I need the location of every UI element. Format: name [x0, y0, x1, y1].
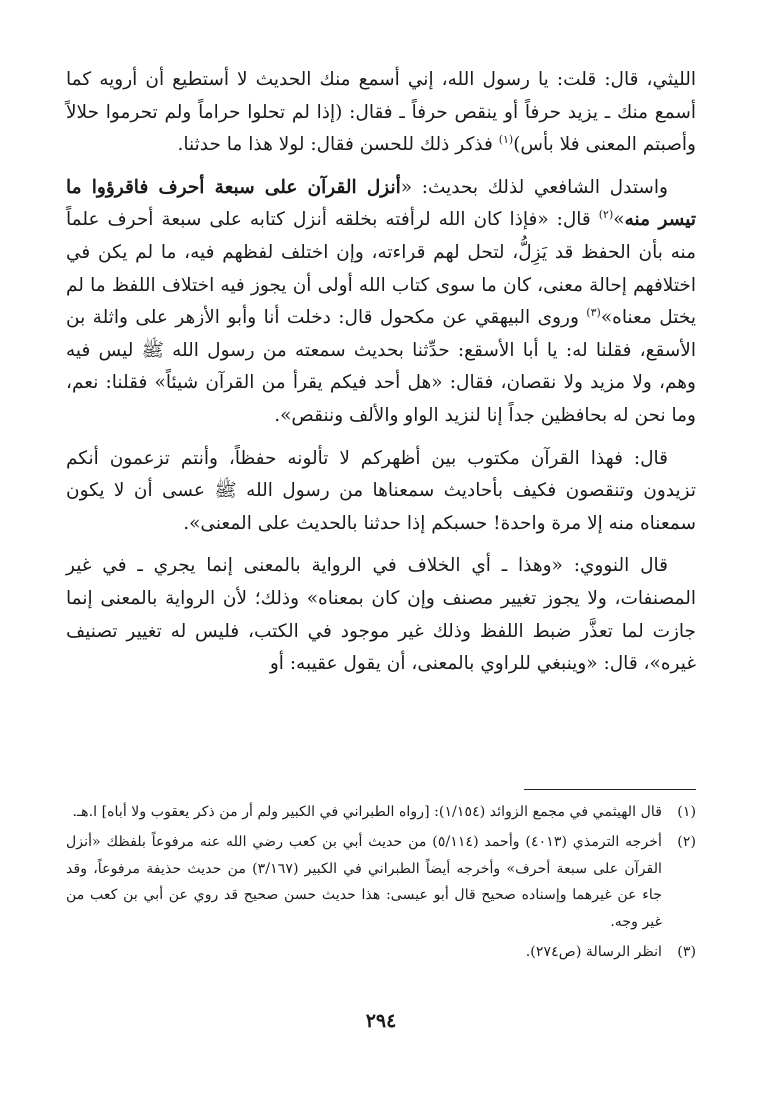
paragraph-2: [66, 172, 696, 433]
text-run: الليثي، قال: قلت: يا رسول الله، إني أسمع منك الحديث لا أستطيع أن أرويه كما أسمع منك ـ يزيد حرفاً أو ينقص حرفاً ـ فقال: (إذا لم تحلوا حراماً ولم تحرموا حلالاً وأصبتم المعنى فلا بأس): [66, 69, 696, 156]
paragraph-4: [66, 550, 696, 680]
footnote-number: (٢): [677, 834, 696, 851]
footnote-ref: (١): [498, 133, 514, 147]
text-run: قال: فهذا القرآن مكتوب بين أظهركم لا تألونه حفظاً، وأنتم تزعمون أنكم تزيدون وتنقصون فكيف بأحاديث سمعناها من رسول الله ﷺ عسى أن لا يكون سمعناه منه إلا مرة واحدة! حسبكم إذا حدثنا بالحديث على المعنى».: [66, 447, 696, 534]
footnote-1: [66, 799, 696, 825]
text-run: قال النووي: «وهذا ـ أي الخلاف في الرواية بالمعنى إنما يجري ـ في غير المصنفات، ولا يجوز تغيير مصنف وإن كان بمعناه» وذلك؛ لأن الرواية بالمعنى إنما جازت لما تعذَّر ضبط اللفظ وذلك غير موجود في الكتب، فليس له تغيير تصنيف غيره»، قال: «وينبغي للراوي بالمعنى، أن يقول عقيبه: أو: [66, 555, 696, 675]
bold-quote: أنزل القرآن على سبعة أحرف فاقرؤوا ما تيسر منه: [66, 176, 696, 231]
footnote-2: [66, 829, 696, 935]
book-page: [66, 64, 696, 1032]
footnote-ref: (٢): [598, 208, 614, 222]
footnote-3: [66, 939, 696, 965]
footnote-number: (١): [677, 804, 696, 820]
main-text: [66, 64, 696, 681]
footnotes: [66, 799, 696, 969]
footnote-text: انظر الرسالة (ص٢٧٤).: [525, 944, 662, 961]
text-run: قال: «فإذا كان الله لرأفته بخلقه أنزل كتابه على سبعة أحرف علماً منه بأن الحفظ قد يَزِلُّ، لتحل لهم قراءته، وإن اختلف لفظهم فيه، ما لم يكن في اختلافهم إحالة معنى، كان ما سوى كتاب الله أولى أن يجوز فيه اختلاف اللفظ ما لم يختل معناه»: [66, 209, 696, 329]
footnote-text: قال الهيثمي في مجمع الزوائد (١/١٥٤): [رواه الطبراني في الكبير ولم أر من ذكر يعقوب ولا أباه] ا.هـ.: [72, 804, 662, 820]
footnote-divider: [524, 789, 696, 790]
text-run: واستدل الشافعي لذلك بحديث: «: [400, 176, 668, 198]
page-number: ٢٩٤: [365, 1010, 397, 1032]
footnote-number: (٣): [677, 944, 696, 961]
footnote-ref: (٣): [586, 306, 601, 319]
text-run: وروى البيهقي عن مكحول قال: دخلت أنا وأبو الأزهر على واثلة بن الأسقع، فقلنا له: يا أبا الأسقع: حدِّثنا بحديث سمعته من رسول الله ﷺ ليس فيه وهم، ولا مزيد ولا نقصان، فقال: «هل أحد فيكم يقرأ من القرآن شيئاً» فقلنا: نعم، وما نحن له بحافظين جداً إنا لنزيد الواو والألف وننقص».: [66, 307, 696, 426]
text-run: »: [613, 209, 625, 231]
paragraph-3: [66, 443, 696, 541]
footnote-text: أخرجه الترمذي (٤٠١٣) وأحمد (٥/١١٤) من حديث أبي بن كعب رضي الله عنه مرفوعاً بلفظك «أنزل القرآن على سبعة أحرف» وأخرجه أيضاً الطبراني في الكبير (٣/١٦٧) من حديث حذيفة مرفوعاً، وقد جاء عن غيرهما وإسناده صحيح قال أبو عيسى: هذا حديث حسن صحيح قد روي عن أبي بن كعب من غير وجه.: [66, 834, 662, 930]
text-run: فذكر ذلك للحسن فقال: لولا هذا ما حدثنا.: [177, 134, 499, 156]
paragraph-1: [66, 64, 696, 162]
